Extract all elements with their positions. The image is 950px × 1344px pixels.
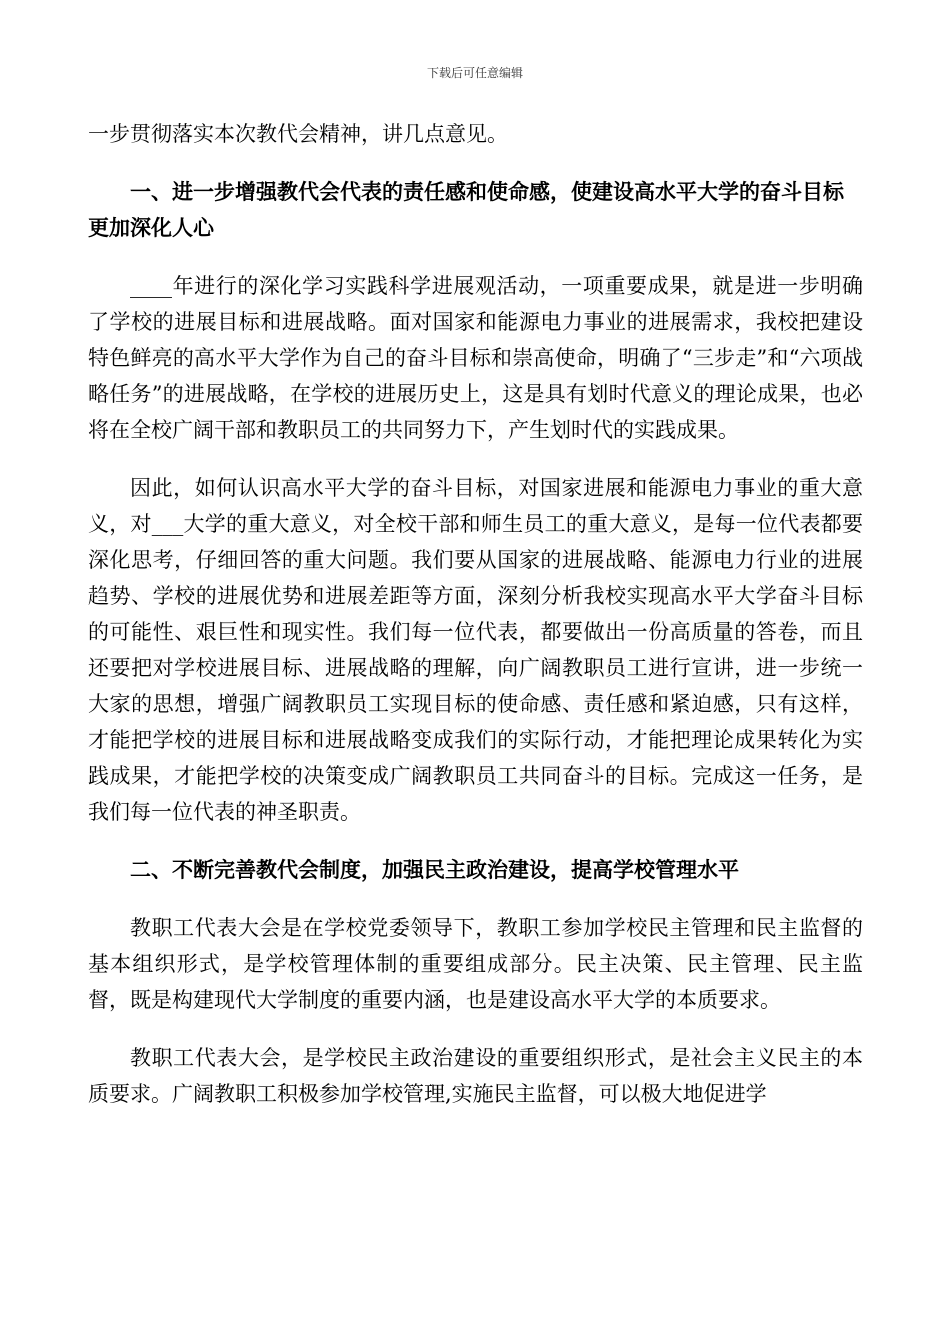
document-body	[88, 116, 863, 1134]
page-header-note: 下载后可任意编辑	[426, 66, 523, 80]
section1-paragraph-1: ____年进行的深化学习实践科学进展观活动，一项重要成果，就是进一步明确了学校的进展目标和进展战略。面对国家和能源电力事业的进展需求，我校把建设特色鲜亮的高水平大学作为自己的奋斗目标和崇高使命，明确了“三步走”和“六项战略任务”的进展战略，在学校的进展历史上，这是具有划时代意义的理论成果，也必将在全校广阔干部和教职员工的共同努力下，产生划时代的实践成果。	[88, 274, 863, 442]
section2-heading: 二、不断完善教代会制度，加强民主政治建设，提高学校管理水平	[130, 857, 739, 882]
section1-heading: 一、进一步增强教代会代表的责任感和使命感，使建设高水平大学的奋斗目标更加深化人心	[88, 179, 844, 240]
section1-paragraph-2: 因此，如何认识高水平大学的奋斗目标，对国家进展和能源电力事业的重大意义，对___大学的重大意义，对全校干部和师生员工的重大意义，是每一位代表都要深化思考，仔细回答的重大问题。我们要从国家的进展战略、能源电力行业的进展趋势、学校的进展优势和进展差距等方面，深刻分析我校实现高水平大学奋斗目标的可能性、艰巨性和现实性。我们每一位代表，都要做出一份高质量的答卷，而且还要把对学校进展目标、进展战略的理解，向广阔教职员工进行宣讲，进一步统一大家的思想，增强广阔教职员工实现目标的使命感、责任感和紧迫感，只有这样，才能把学校的进展目标和进展战略变成我们的实际行动，才能把理论成果转化为实践成果，才能把学校的决策变成广阔教职员工共同奋斗的目标。完成这一任务，是我们每一位代表的神圣职责。	[88, 476, 863, 824]
opening-line: 一步贯彻落实本次教代会精神，讲几点意见。	[88, 122, 508, 146]
section2-paragraph-1: 教职工代表大会是在学校党委领导下，教职工参加学校民主管理和民主监督的基本组织形式，是学校管理体制的重要组成部分。民主决策、民主管理、民主监督，既是构建现代大学制度的重要内涵，也是建设高水平大学的本质要求。	[88, 916, 863, 1012]
section2-paragraph-2: 教职工代表大会，是学校民主政治建设的重要组织形式，是社会主义民主的本质要求。广阔教职工积极参加学校管理,实施民主监督，可以极大地促进学	[88, 1046, 863, 1106]
